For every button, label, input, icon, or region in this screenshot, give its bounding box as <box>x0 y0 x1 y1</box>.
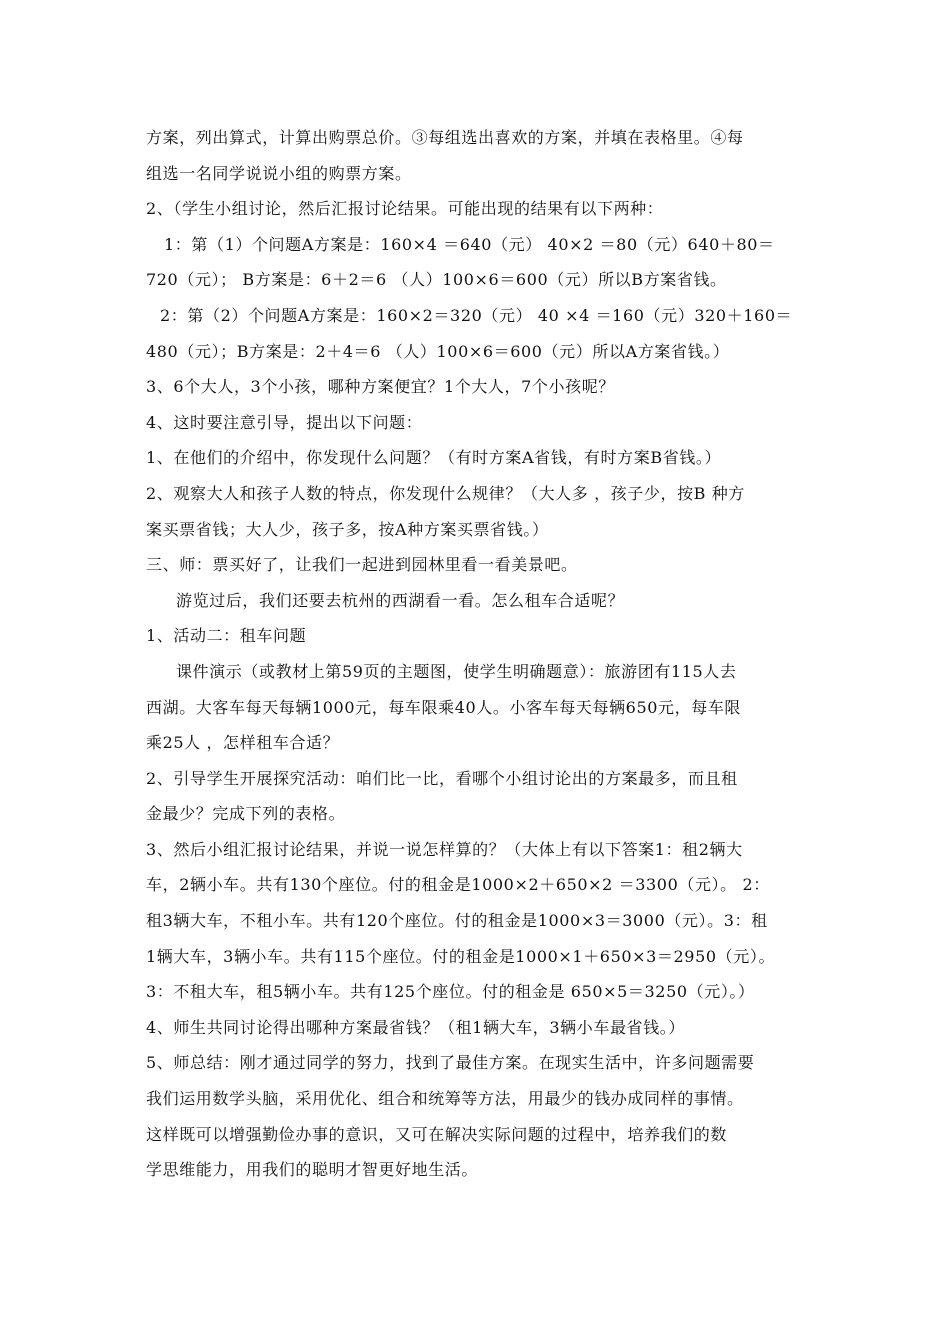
text-line: 游览过后，我们还要去杭州的西湖看一看。怎么租车合适呢？ <box>176 590 625 610</box>
text-line: 3：不租大车，租5辆小车。共有125个座位。付的租金是 650×5＝3250（元）。） <box>146 982 755 1002</box>
text-line: 5、师总结：刚才通过同学的努力，找到了最佳方案。在现实生活中，许多问题需要 <box>146 1053 755 1073</box>
text-line: 2、（学生小组讨论，然后汇报讨论结果。可能出现的结果有以下两种： <box>146 199 664 219</box>
text-line: 我们运用数学头脑，采用优化、组合和统筹等方法，用最少的钱办成同样的事情。 <box>146 1089 744 1109</box>
text-line: 480（元）；B方案是：2＋4＝6 （人）100×6＝600（元）所以A方案省钱。） <box>146 341 730 361</box>
text-line: 720（元）； B方案是：6＋2＝6 （人）100×6＝600（元）所以B方案省钱。 <box>146 270 727 290</box>
text-line: 案买票省钱；大人少，孩子多，按A种方案买票省钱。） <box>146 519 549 539</box>
text-line: 2：第（2）个问题A方案是：160×2＝320（元） 40 ×4 ＝160（元）320＋160＝ <box>160 305 793 325</box>
text-line: 3、然后小组汇报讨论结果，并说一说怎样算的？（大体上有以下答案1：租2辆大 <box>146 839 743 859</box>
text-line: 2、观察大人和孩子人数的特点，你发现什么规律？（大人多 ，孩子少，按B 种方 <box>146 483 745 503</box>
text-line: 3、6个大人，3个小孩，哪种方案便宜？1个大人，7个小孩呢？ <box>146 377 615 397</box>
text-line: 租3辆大车，不租小车。共有120个座位。付的租金是1000×3＝3000（元）。3：租 <box>146 911 768 931</box>
text-line: 西湖。大客车每天每辆1000元，每车限乘40人。小客车每天每辆650元，每车限 <box>146 697 742 717</box>
text-line: 三、师：票买好了，让我们一起进到园林里看一看美景吧。 <box>146 555 578 575</box>
text-line: 1、在他们的介绍中，你发现什么问题？（有时方案A省钱，有时方案B省钱。） <box>146 448 722 468</box>
text-line: 乘25人 ，怎样租车合适？ <box>146 733 340 753</box>
document-body <box>146 120 814 1188</box>
text-line: 1辆大车，3辆小车。共有115个座位。付的租金是1000×1＋650×3＝2950（元）。 <box>146 946 776 966</box>
text-line: 车，2辆小车。共有130个座位。付的租金是1000×2＋650×2 ＝3300（元）。 2： <box>146 875 770 895</box>
text-line: 课件演示（或教材上第59页的主题图，使学生明确题意）：旅游团有115人去 <box>176 661 737 681</box>
text-line: 金最少？完成下列的表格。 <box>146 804 346 824</box>
text-line: 1、活动二：租车问题 <box>146 626 307 646</box>
text-line: 4、这时要注意引导，提出以下问题： <box>146 412 423 432</box>
text-line: 1：第（1）个问题A方案是：160×4 ＝640（元） 40×2 ＝80（元）640＋80＝ <box>164 234 775 254</box>
text-line: 方案，列出算式，计算出购票总价。③每组选出喜欢的方案，并填在表格里。④每 <box>146 128 744 147</box>
text-line: 2、引导学生开展探究活动：咱们比一比，看哪个小组讨论出的方案最多，而且租 <box>146 768 738 788</box>
text-line: 这样既可以增强勤俭办事的意识，又可在解决实际问题的过程中，培养我们的数 <box>146 1124 728 1144</box>
text-line: 4、师生共同讨论得出哪种方案最省钱？（租1辆大车，3辆小车最省钱。） <box>146 1017 685 1037</box>
text-line: 组选一名同学说说小组的购票方案。 <box>146 163 412 183</box>
text-line: 学思维能力，用我们的聪明才智更好地生活。 <box>146 1160 479 1180</box>
